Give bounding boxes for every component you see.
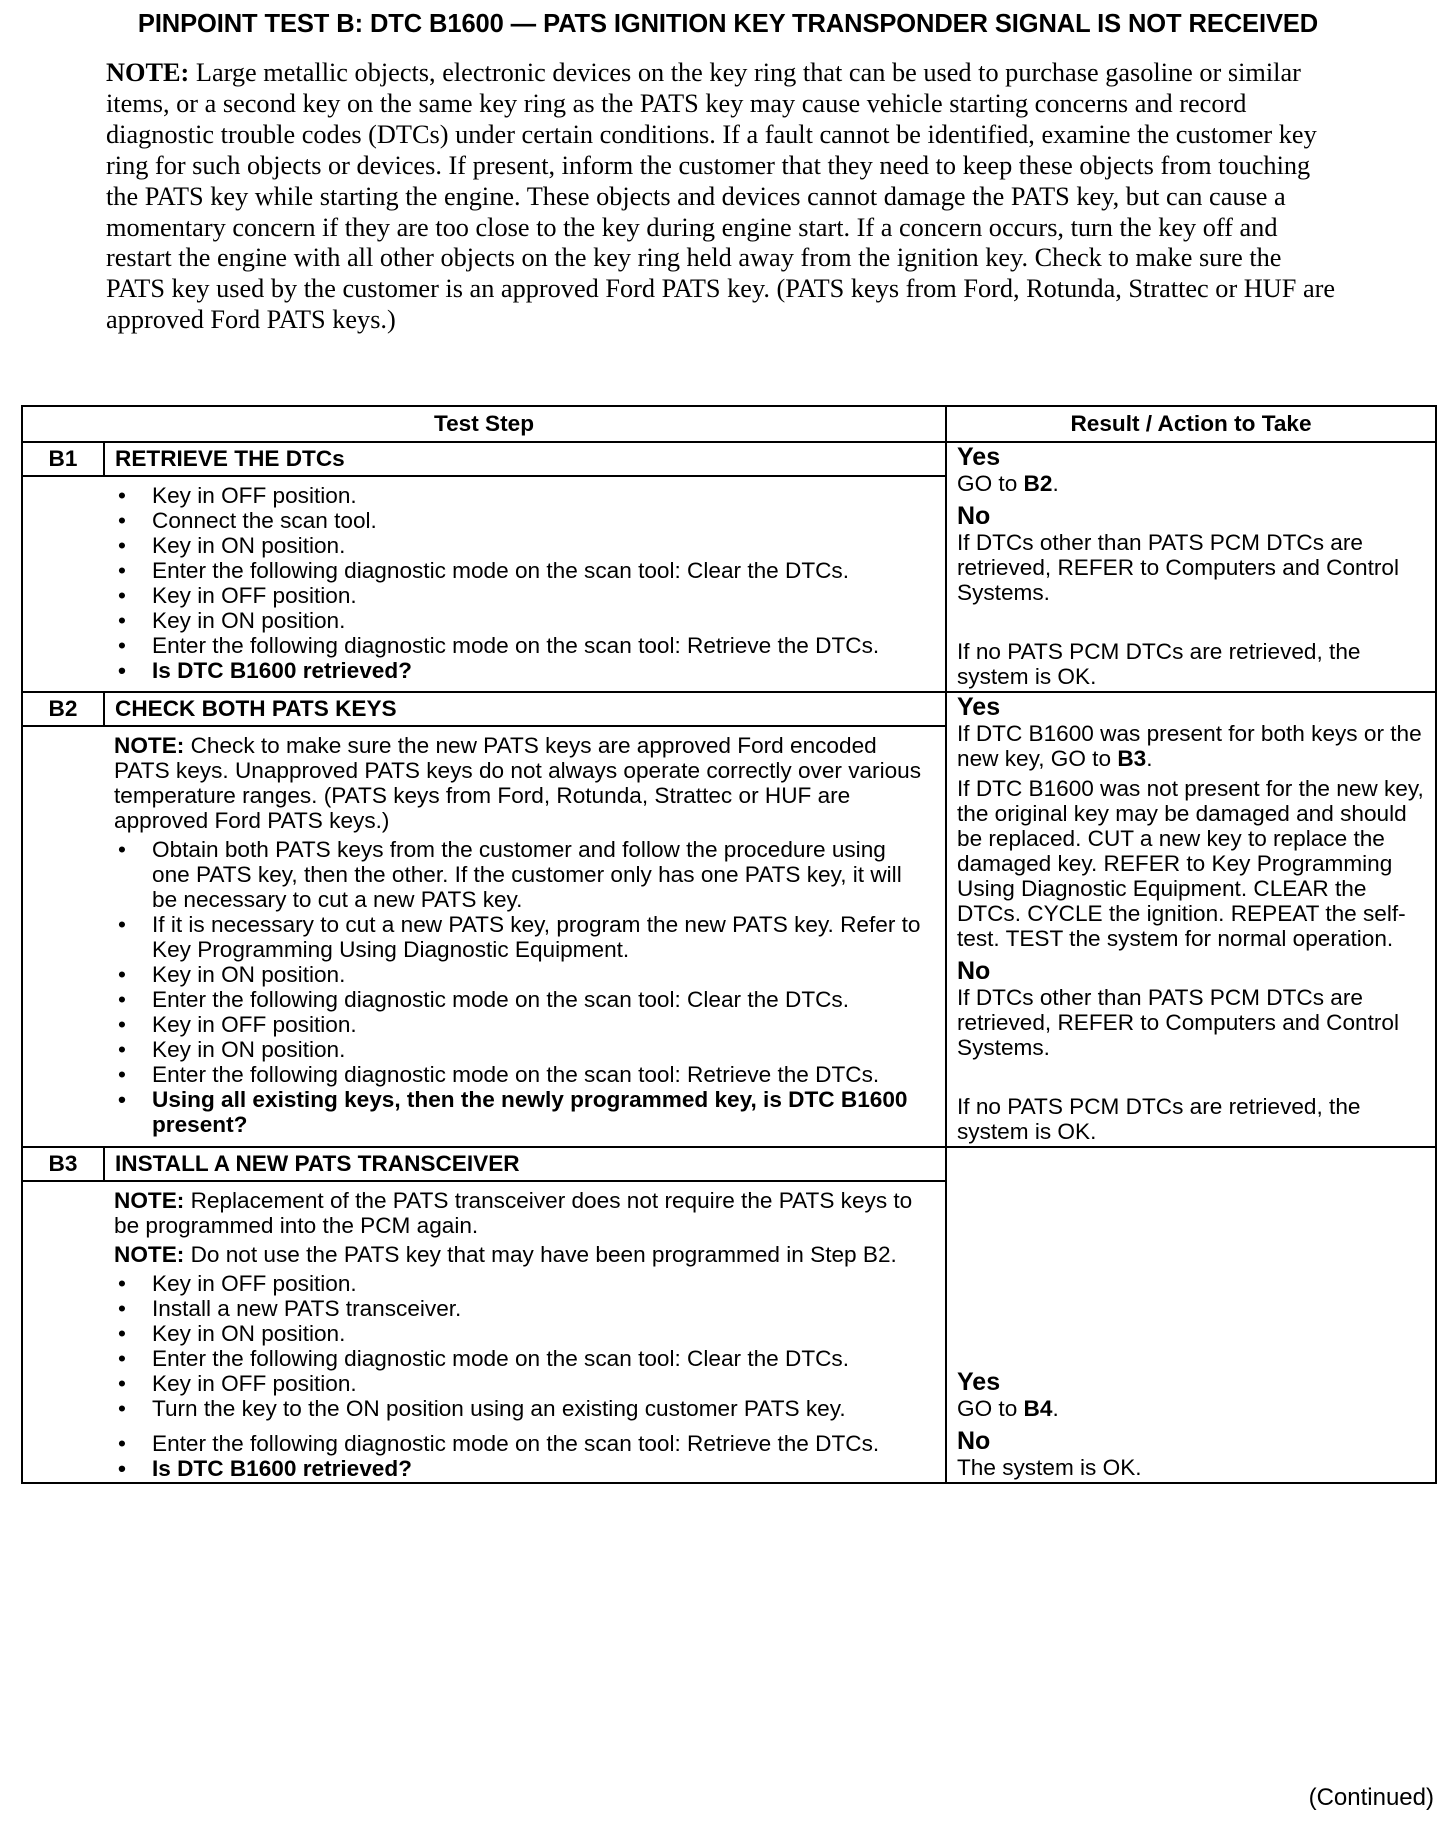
step-b2-yes-target: B3 [1117,746,1147,771]
continued-label: (Continued) [1308,1784,1434,1811]
header-result: Result / Action to Take [946,406,1436,442]
step-b2-id: B2 [22,692,104,726]
step-b1-yes-prefix: GO to [957,471,1024,496]
step-b1-yes-label: Yes [957,443,1001,471]
list-item: • Enter the following diagnostic mode on the scan tool: Retrieve the DTCs. [114,633,925,658]
step-b3-yes-action [957,1396,1431,1421]
list-item: • Key in OFF position. [114,1271,925,1296]
step-b1-yes-target: B2 [1023,471,1053,496]
step-b3-id-blank [22,1181,104,1483]
step-b3-note-2 [114,1242,925,1267]
step-b3-note-1-text: Replacement of the PATS transceiver does not require the PATS keys to be programmed into the PCM again. [114,1188,913,1238]
page-title: PINPOINT TEST B: DTC B1600 — PATS IGNITION KEY TRANSPONDER SIGNAL IS NOT RECEIVED [137,10,1319,38]
step-b2-yes-action-2: If DTC B1600 was not present for the new key, the original key may be damaged and should be replaced. CUT a new key to replace the damaged key. REFER to Key Programming Using Diagnostic Equipment. CLEAR the DTCs. CYCLE the ignition. REPEAT the self-test. TEST the system for normal operation. [957,776,1424,951]
step-b2-header-row [22,692,1436,726]
list-item: • Install a new PATS transceiver. [114,1296,925,1321]
step-b1-content [104,476,946,692]
step-b3-note-2-text: Do not use the PATS key that may have been programmed in Step B2. [190,1242,897,1267]
list-item: • If it is necessary to cut a new PATS key, program the new PATS key. Refer to Key Programming Using Diagnostic Equipment. [114,912,925,962]
step-b1-list [114,483,925,683]
intro-note [106,58,1346,336]
step-b1-no-action-1: If DTCs other than PATS PCM DTCs are retrieved, REFER to Computers and Control Systems. [957,530,1400,605]
step-b2-no-action-2: If no PATS PCM DTCs are retrieved, the system is OK. [957,1094,1361,1144]
step-b2-content [104,726,946,1147]
table-header-row [22,406,1436,442]
step-b1-result [946,442,1436,692]
step-b3-note-1-label: NOTE: [114,1188,185,1213]
step-b3-note-2-label: NOTE: [114,1242,185,1267]
step-b3-result [946,1147,1436,1483]
intro-note-label: NOTE: [106,58,190,87]
step-b1-header-row [22,442,1436,476]
list-item: • Key in OFF position. [114,483,925,508]
step-b2-list [114,837,925,1137]
list-item: • Key in OFF position. [114,1012,925,1037]
list-item: • Turn the key to the ON position using an existing customer PATS key. [114,1396,925,1421]
step-b3-no-action: The system is OK. [957,1455,1142,1480]
step-b2-yes-label: Yes [957,693,1001,721]
header-test-step: Test Step [22,406,946,442]
list-item: • Key in OFF position. [114,583,925,608]
list-item: • Obtain both PATS keys from the customer and follow the procedure using one PATS key, then the other. If the customer only has one PATS key, it will be necessary to cut a new PATS key. [114,837,925,912]
step-b3-question: • Is DTC B1600 retrieved? [114,1456,925,1481]
step-b2-yes-prefix: If DTC B1600 was present for both keys or the new key, GO to [957,721,1422,771]
list-item: • Key in ON position. [114,608,925,633]
step-b2-result [946,692,1436,1147]
list-item: • Key in ON position. [114,533,925,558]
list-item: • Key in ON position. [114,962,925,987]
step-b1-yes-action [957,471,1431,496]
step-b2-yes-action-1 [957,721,1431,771]
step-b2-title: CHECK BOTH PATS KEYS [104,692,946,726]
step-b3-yes-prefix: GO to [957,1396,1024,1421]
intro-note-text: Large metallic objects, electronic devices on the key ring that can be used to purchase gasoline or similar items, or a second key on the same key ring as the PATS key may cause vehicle starting concerns and record diagnostic trouble codes (DTCs) under certain conditions. If a fault cannot be identified, examine the customer key ring for such objects or devices. If present, inform the customer that they need to keep these objects from touching the PATS key while starting the engine. These objects and devices cannot damage the PATS key, but can cause a momentary concern if they are too close to the key during engine start. If a concern occurs, turn the key off and restart the engine with all other objects on the key ring held away from the ignition key. Check to make sure the PATS key used by the customer is an approved Ford PATS key. (PATS keys from Ford, Rotunda, Strattec or HUF are approved Ford PATS keys.) [106,58,1336,335]
step-b3-note-1 [114,1188,925,1238]
step-b1-question: • Is DTC B1600 retrieved? [114,658,925,683]
step-b2-id-blank [22,726,104,1147]
step-b2-yes-suffix: . [1146,746,1153,771]
list-item: • Enter the following diagnostic mode on the scan tool: Clear the DTCs. [114,558,925,583]
step-b3-id: B3 [22,1147,104,1181]
step-b3-yes-target: B4 [1023,1396,1053,1421]
step-b1-no-label: No [957,502,991,530]
step-b3-yes-suffix: . [1052,1396,1059,1421]
step-b3-no-label: No [957,1427,991,1455]
step-b1-id: B1 [22,442,104,476]
step-b3-list [114,1271,925,1481]
list-item: • Key in ON position. [114,1037,925,1062]
list-item: • Enter the following diagnostic mode on the scan tool: Retrieve the DTCs. [114,1431,925,1456]
pinpoint-test-table [21,405,1437,1484]
step-b3-header-row [22,1147,1436,1181]
list-item: • Enter the following diagnostic mode on the scan tool: Retrieve the DTCs. [114,1062,925,1087]
step-b1-no-action-2: If no PATS PCM DTCs are retrieved, the system is OK. [957,639,1361,689]
step-b2-question: • Using all existing keys, then the newly programmed key, is DTC B1600 present? [114,1087,925,1137]
step-b1-title: RETRIEVE THE DTCs [104,442,946,476]
list-item: • Key in ON position. [114,1321,925,1346]
step-b2-note-label: NOTE: [114,733,185,758]
step-b3-yes-label: Yes [957,1368,1001,1396]
step-b1-yes-suffix: . [1052,471,1059,496]
step-b2-no-action-1: If DTCs other than PATS PCM DTCs are retrieved, REFER to Computers and Control Systems. [957,985,1400,1060]
list-item: • Connect the scan tool. [114,508,925,533]
step-b2-note [114,733,925,833]
step-b3-content [104,1181,946,1483]
list-item: • Key in OFF position. [114,1371,925,1396]
list-item: • Enter the following diagnostic mode on the scan tool: Clear the DTCs. [114,1346,925,1371]
step-b2-note-text: Check to make sure the new PATS keys are approved Ford encoded PATS keys. Unapproved PATS keys do not always operate correctly over various temperature ranges. (PATS keys from Ford, Rotunda, Strattec or HUF are approved Ford PATS keys.) [114,733,922,833]
step-b2-no-label: No [957,957,991,985]
list-item: • Enter the following diagnostic mode on the scan tool: Clear the DTCs. [114,987,925,1012]
step-b3-title: INSTALL A NEW PATS TRANSCEIVER [104,1147,946,1181]
step-b1-id-blank [22,476,104,692]
